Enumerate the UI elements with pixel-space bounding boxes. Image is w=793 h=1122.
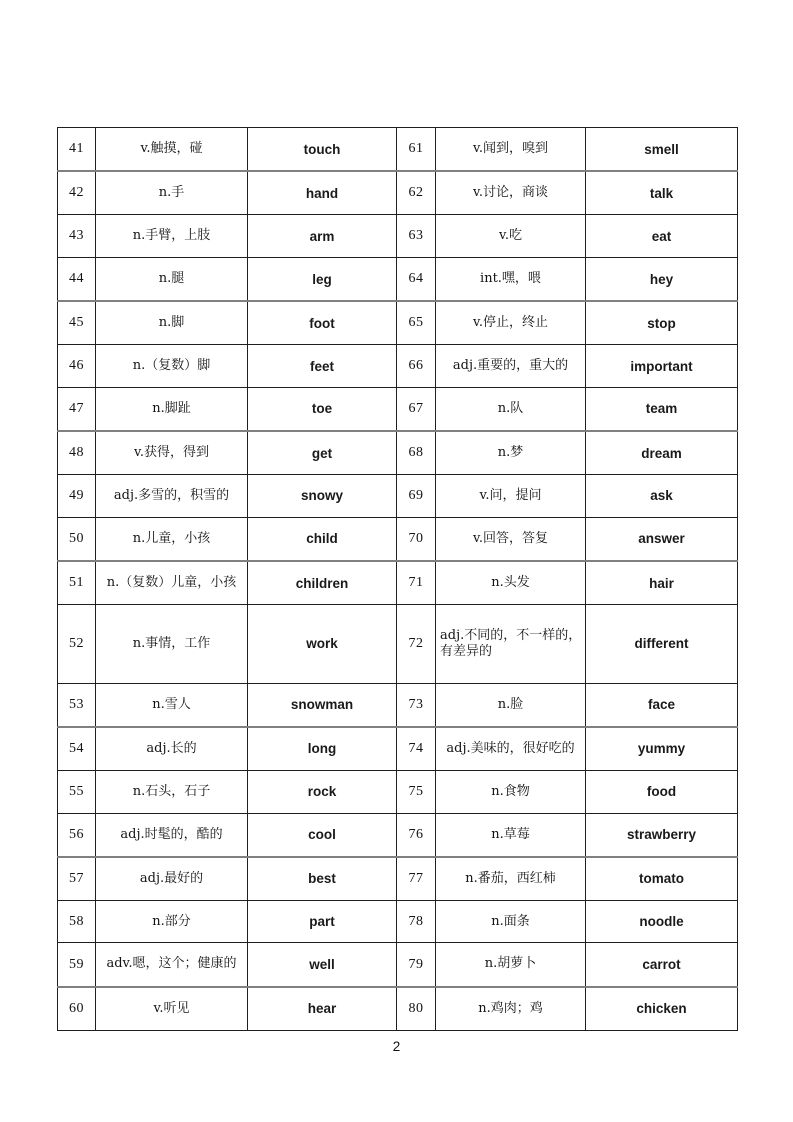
word-number: 58 (58, 900, 96, 943)
english-word: food (586, 770, 738, 813)
table-row (58, 301, 738, 345)
word-number: 71 (397, 561, 436, 605)
chinese-definition: v.问，提问 (436, 475, 586, 518)
chinese-definition: v.回答，答复 (436, 517, 586, 561)
chinese-definition: v.吃 (436, 215, 586, 258)
chinese-definition: v.获得，得到 (96, 431, 248, 475)
english-word: tomato (586, 857, 738, 901)
word-number: 61 (397, 128, 436, 172)
chinese-definition: n.食物 (436, 770, 586, 813)
english-word: arm (248, 215, 397, 258)
word-number: 70 (397, 517, 436, 561)
word-number: 50 (58, 517, 96, 561)
chinese-definition: adv.嗯，这个；健康的 (96, 943, 248, 987)
word-number: 67 (397, 387, 436, 431)
chinese-definition: n.草莓 (436, 813, 586, 857)
english-word: dream (586, 431, 738, 475)
english-word: face (586, 683, 738, 727)
word-number: 49 (58, 475, 96, 518)
english-word: important (586, 345, 738, 388)
chinese-definition: n.鸡肉；鸡 (436, 987, 586, 1031)
chinese-definition: n.梦 (436, 431, 586, 475)
english-word: get (248, 431, 397, 475)
english-word: children (248, 561, 397, 605)
word-number: 62 (397, 171, 436, 215)
english-word: feet (248, 345, 397, 388)
word-number: 44 (58, 257, 96, 301)
chinese-definition: v.触摸，碰 (96, 128, 248, 172)
word-number: 69 (397, 475, 436, 518)
word-number: 76 (397, 813, 436, 857)
chinese-definition: n.（复数）脚 (96, 345, 248, 388)
word-number: 57 (58, 857, 96, 901)
english-word: ask (586, 475, 738, 518)
english-word: team (586, 387, 738, 431)
english-word: snowy (248, 475, 397, 518)
chinese-definition: n.队 (436, 387, 586, 431)
word-number: 47 (58, 387, 96, 431)
word-number: 79 (397, 943, 436, 987)
chinese-definition: n.手 (96, 171, 248, 215)
english-word: eat (586, 215, 738, 258)
english-word: foot (248, 301, 397, 345)
chinese-definition: n.部分 (96, 900, 248, 943)
word-number: 68 (397, 431, 436, 475)
chinese-definition: n.番茄，西红柿 (436, 857, 586, 901)
word-number: 60 (58, 987, 96, 1031)
english-word: carrot (586, 943, 738, 987)
table-row (58, 475, 738, 518)
word-number: 45 (58, 301, 96, 345)
chinese-definition: adj.最好的 (96, 857, 248, 901)
word-number: 41 (58, 128, 96, 172)
word-number: 48 (58, 431, 96, 475)
table-row (58, 770, 738, 813)
chinese-definition: adj.时髦的，酷的 (96, 813, 248, 857)
chinese-definition: n.儿童，小孩 (96, 517, 248, 561)
english-word: cool (248, 813, 397, 857)
chinese-definition: v.闻到，嗅到 (436, 128, 586, 172)
english-word: answer (586, 517, 738, 561)
chinese-definition: adj.美味的，很好吃的 (436, 727, 586, 771)
chinese-definition: adj.多雪的，积雪的 (96, 475, 248, 518)
english-word: child (248, 517, 397, 561)
english-word: rock (248, 770, 397, 813)
word-number: 75 (397, 770, 436, 813)
table-row (58, 345, 738, 388)
word-number: 77 (397, 857, 436, 901)
chinese-definition: adj.不同的，不一样的，有差异的 (436, 605, 586, 684)
chinese-definition: n.脚 (96, 301, 248, 345)
word-number: 52 (58, 605, 96, 684)
chinese-definition: v.讨论，商谈 (436, 171, 586, 215)
english-word: best (248, 857, 397, 901)
table-row (58, 387, 738, 431)
chinese-definition: n.头发 (436, 561, 586, 605)
word-number: 55 (58, 770, 96, 813)
english-word: hair (586, 561, 738, 605)
word-number: 56 (58, 813, 96, 857)
english-word: smell (586, 128, 738, 172)
chinese-definition: v.停止，终止 (436, 301, 586, 345)
english-word: toe (248, 387, 397, 431)
table-row (58, 683, 738, 727)
chinese-definition: n.（复数）儿童，小孩 (96, 561, 248, 605)
chinese-definition: v.听见 (96, 987, 248, 1031)
chinese-definition: n.雪人 (96, 683, 248, 727)
table-row (58, 171, 738, 215)
english-word: well (248, 943, 397, 987)
word-number: 51 (58, 561, 96, 605)
english-word: part (248, 900, 397, 943)
page-number: 2 (392, 1039, 401, 1054)
vocabulary-table-body (58, 128, 738, 1031)
table-row (58, 215, 738, 258)
word-number: 64 (397, 257, 436, 301)
word-number: 80 (397, 987, 436, 1031)
table-row (58, 128, 738, 172)
table-row (58, 987, 738, 1031)
english-word: stop (586, 301, 738, 345)
word-number: 53 (58, 683, 96, 727)
english-word: hey (586, 257, 738, 301)
english-word: long (248, 727, 397, 771)
table-row (58, 727, 738, 771)
english-word: strawberry (586, 813, 738, 857)
table-row (58, 517, 738, 561)
word-number: 73 (397, 683, 436, 727)
table-row (58, 900, 738, 943)
chinese-definition: adj.重要的，重大的 (436, 345, 586, 388)
chinese-definition: n.腿 (96, 257, 248, 301)
english-word: hear (248, 987, 397, 1031)
word-number: 46 (58, 345, 96, 388)
table-row (58, 857, 738, 901)
english-word: chicken (586, 987, 738, 1031)
word-number: 72 (397, 605, 436, 684)
table-row (58, 561, 738, 605)
chinese-definition: int.嘿，喂 (436, 257, 586, 301)
table-row (58, 257, 738, 301)
chinese-definition: n.脸 (436, 683, 586, 727)
english-word: work (248, 605, 397, 684)
word-number: 65 (397, 301, 436, 345)
english-word: hand (248, 171, 397, 215)
english-word: noodle (586, 900, 738, 943)
vocabulary-table (57, 127, 738, 1031)
chinese-definition: n.手臂，上肢 (96, 215, 248, 258)
table-row (58, 813, 738, 857)
english-word: talk (586, 171, 738, 215)
word-number: 66 (397, 345, 436, 388)
chinese-definition: n.面条 (436, 900, 586, 943)
english-word: leg (248, 257, 397, 301)
word-number: 42 (58, 171, 96, 215)
chinese-definition: n.石头，石子 (96, 770, 248, 813)
word-number: 74 (397, 727, 436, 771)
chinese-definition: n.胡萝卜 (436, 943, 586, 987)
table-row (58, 431, 738, 475)
chinese-definition: n.事情，工作 (96, 605, 248, 684)
word-number: 78 (397, 900, 436, 943)
table-row (58, 943, 738, 987)
english-word: snowman (248, 683, 397, 727)
english-word: touch (248, 128, 397, 172)
word-number: 63 (397, 215, 436, 258)
word-number: 54 (58, 727, 96, 771)
english-word: yummy (586, 727, 738, 771)
word-number: 59 (58, 943, 96, 987)
chinese-definition: n.脚趾 (96, 387, 248, 431)
chinese-definition: adj.长的 (96, 727, 248, 771)
english-word: different (586, 605, 738, 684)
word-number: 43 (58, 215, 96, 258)
table-row (58, 605, 738, 684)
